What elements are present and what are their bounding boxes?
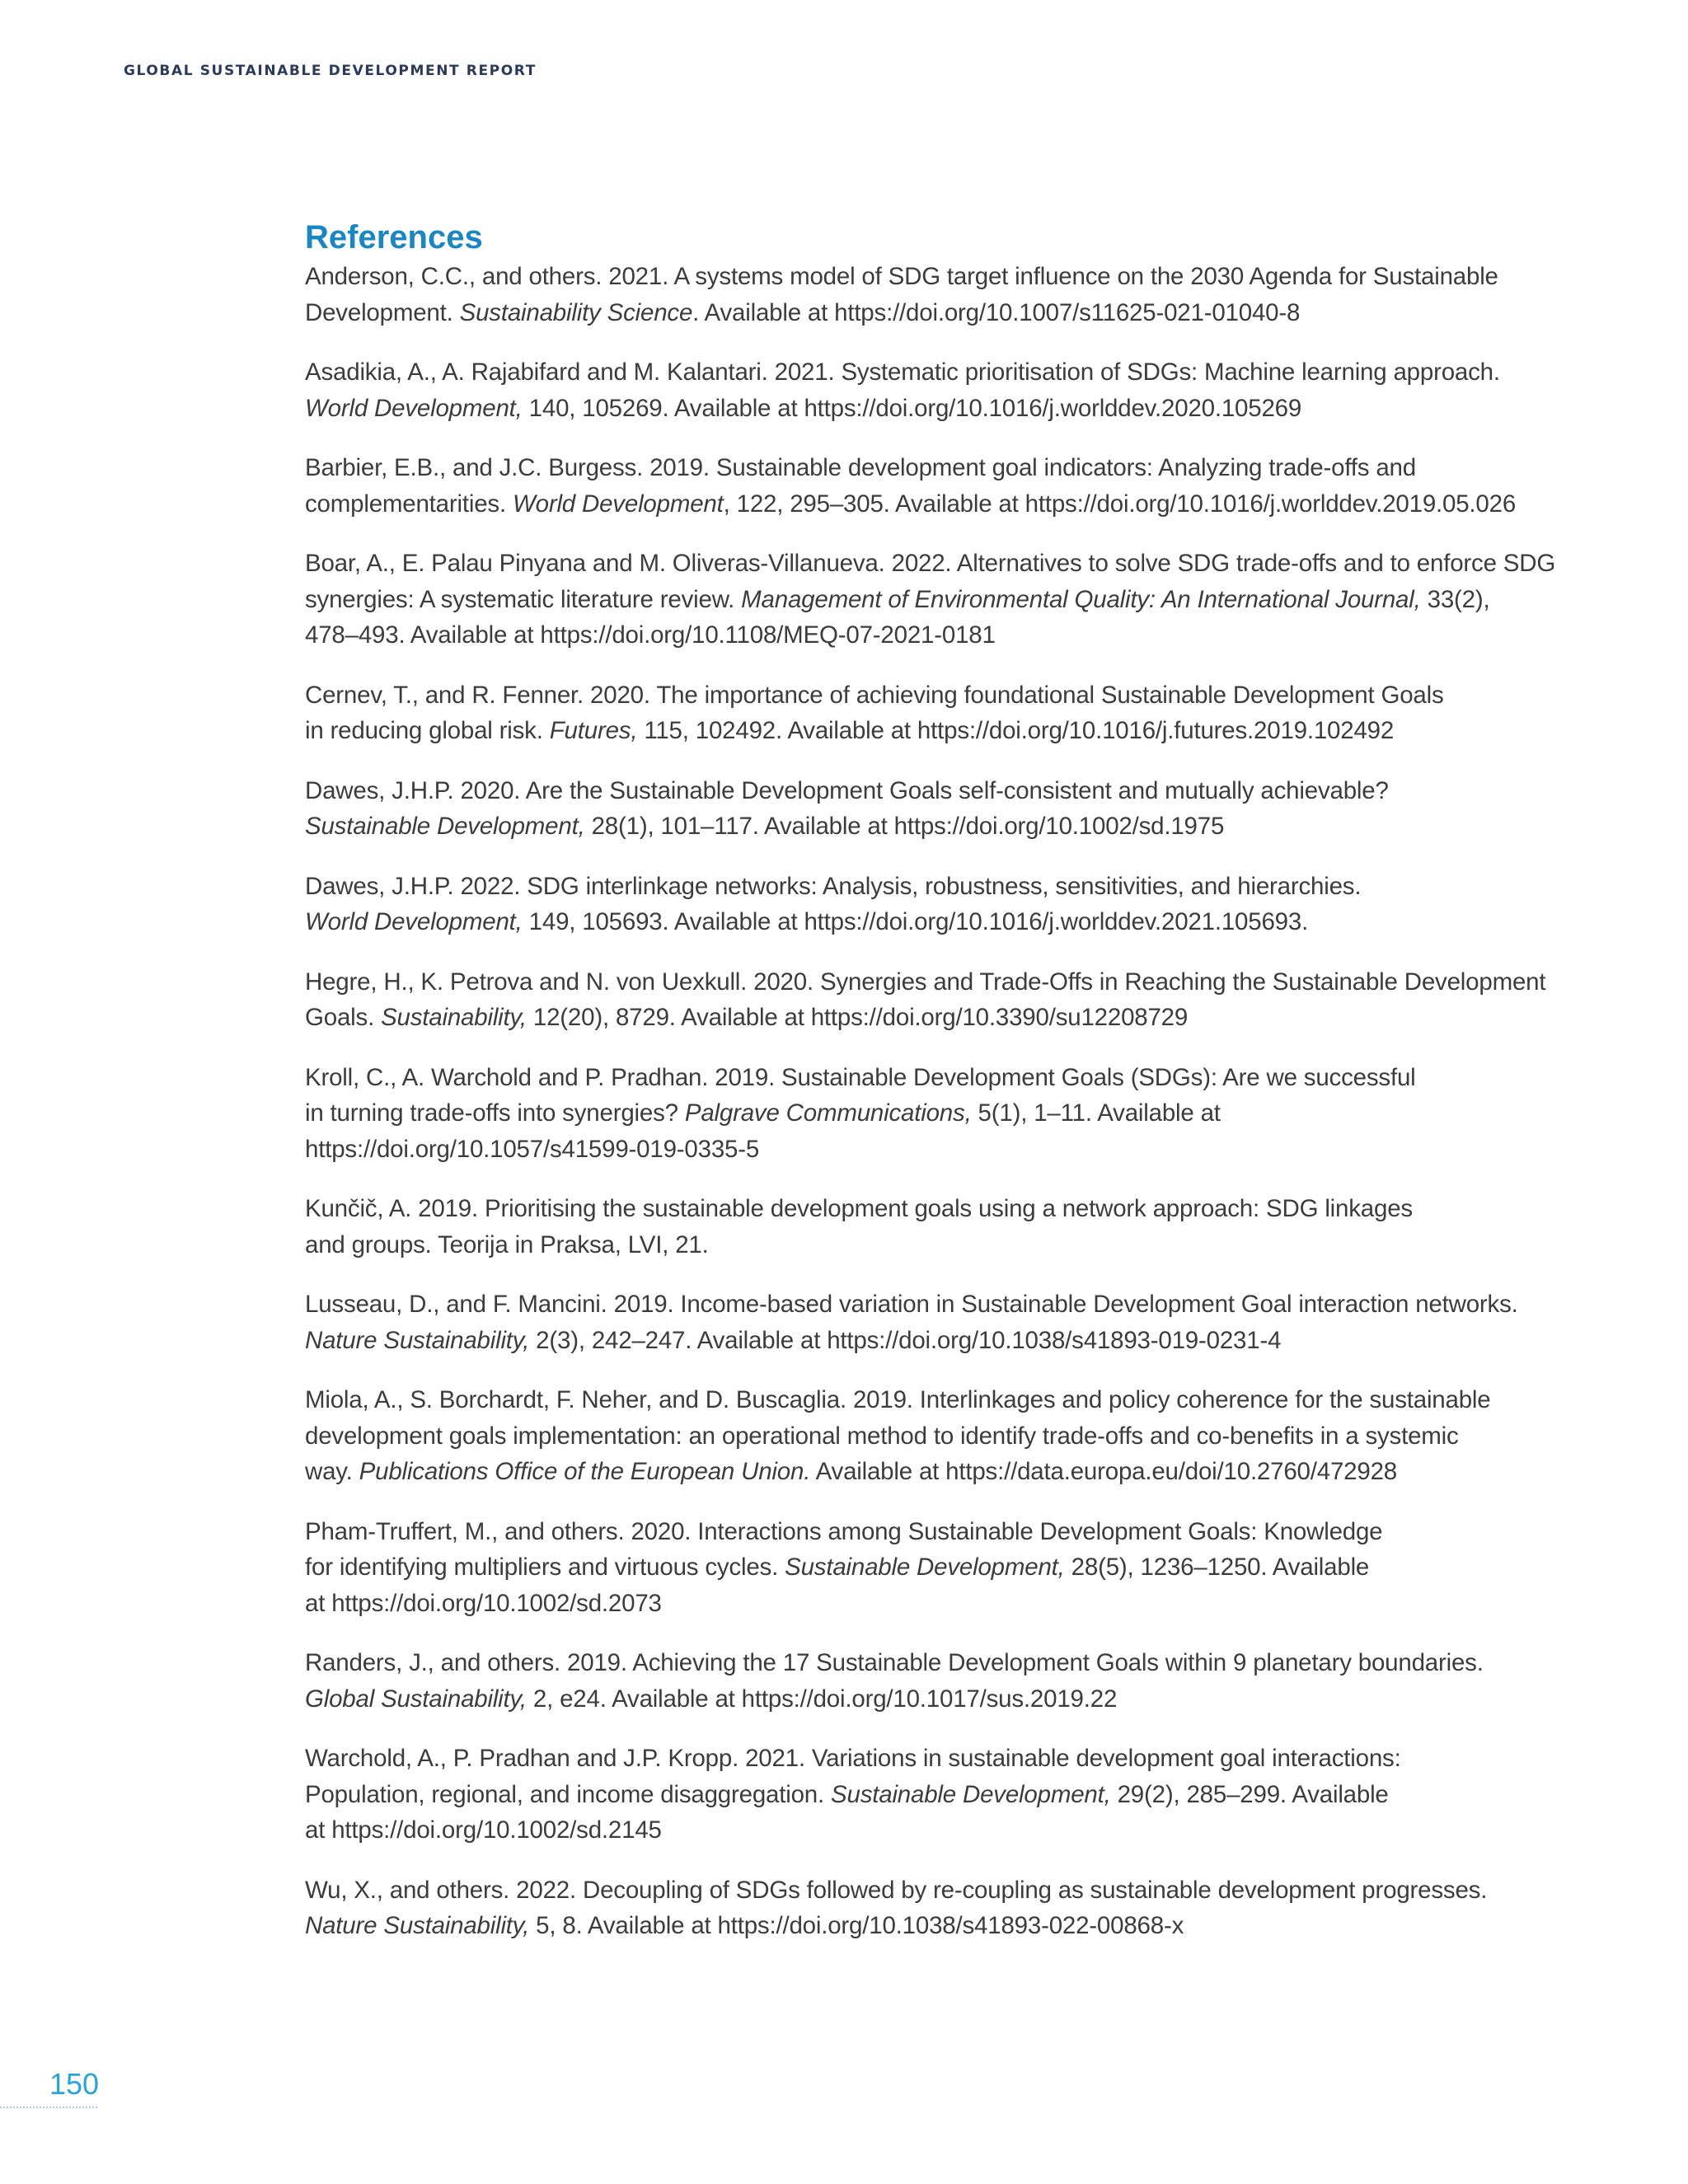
reference-entry: Cernev, T., and R. Fenner. 2020. The importance of achieving foundational Sustainable Development Goals in reducing global risk. Futures, 115, 102492. Available at https://doi.org/10.1016/j.futures.2019.102492 — [305, 681, 1444, 744]
reference-entry: Dawes, J.H.P. 2022. SDG interlinkage networks: Analysis, robustness, sensitivities, and hierarchies. World Development, 149, 105693. Available at https://doi.org/10.1016/j.worlddev.2021.105693. — [305, 872, 1362, 935]
reference-entry: Anderson, C.C., and others. 2021. A systems model of SDG target influence on the 2030 Agenda for Sustainable Development. Sustainability Science. Available at https://doi.org/10.1007/s11625-021-01040-8 — [305, 263, 1498, 326]
references-section — [305, 216, 1556, 1968]
reference-entry: Wu, X., and others. 2022. Decoupling of SDGs followed by re-coupling as sustainable development progresses. Nature Sustainability, 5, 8. Available at https://doi.org/10.1038/s41893-022-00868-x — [305, 1876, 1488, 1939]
reference-entry: Hegre, H., K. Petrova and N. von Uexkull. 2020. Synergies and Trade-Offs in Reaching the Sustainable Development Goals. Sustainability, 12(20), 8729. Available at https://doi.org/10.3390/su12208729 — [305, 968, 1546, 1031]
section-title: References — [305, 219, 483, 255]
reference-entry: Lusseau, D., and F. Mancini. 2019. Income-based variation in Sustainable Development Goal interaction networks. Nature Sustainability, 2(3), 242–247. Available at https://doi.org/10.1038/s41893-019-0231-4 — [305, 1291, 1518, 1354]
reference-entry: Asadikia, A., A. Rajabifard and M. Kalantari. 2021. Systematic prioritisation of SDGs: Machine learning approach. World Development, 140, 105269. Available at https://doi.org/10.1016/j.worlddev.2020.105269 — [305, 359, 1500, 422]
reference-entry: Kunčič, A. 2019. Prioritising the sustainable development goals using a network approach: SDG linkages and groups. Teorija in Praksa, LVI, 21. — [305, 1195, 1413, 1258]
reference-entry: Randers, J., and others. 2019. Achieving the 17 Sustainable Development Goals within 9 planetary boundaries. Global Sustainability, 2, e24. Available at https://doi.org/10.1017/sus.2019.22 — [305, 1649, 1484, 1713]
reference-entry: Warchold, A., P. Pradhan and J.P. Kropp. 2021. Variations in sustainable development goal interactions: Population, regional, and income disaggregation. Sustainable Development, 29(2), 285–299. Available at https://doi.org/10.1002/sd.2145 — [305, 1745, 1401, 1844]
running-header: GLOBAL SUSTAINABLE DEVELOPMENT REPORT — [124, 63, 537, 79]
page-number-rule — [0, 2107, 97, 2108]
reference-entry: Dawes, J.H.P. 2020. Are the Sustainable Development Goals self-consistent and mutually achievable? Sustainable Development, 28(1), 101–117. Available at https://doi.org/10.1002/sd.1975 — [305, 776, 1389, 840]
reference-list — [305, 259, 1556, 1944]
reference-entry: Pham-Truffert, M., and others. 2020. Interactions among Sustainable Development Goals: Knowledge for identifying multipliers and virtuous cycles. Sustainable Development, 28(5), 1236–1250. Available at https://doi.org/10.1002/sd.2073 — [305, 1517, 1383, 1617]
reference-entry: Boar, A., E. Palau Pinyana and M. Oliveras-Villanueva. 2022. Alternatives to solve SDG trade-offs and to enforce SDG synergies: A systematic literature review. Management of Environmental Quality: An International Journal, 33(2), 478–493. Available at https://doi.org/10.1108/MEQ-07-2021-0181 — [305, 550, 1556, 649]
reference-entry: Kroll, C., A. Warchold and P. Pradhan. 2019. Sustainable Development Goals (SDGs): Are we successful in turning trade-offs into synergies? Palgrave Communications, 5(1), 1–11. Available at https://doi.org/10.1057/s41599-019-0335-5 — [305, 1063, 1416, 1163]
reference-entry: Miola, A., S. Borchardt, F. Neher, and D. Buscaglia. 2019. Interlinkages and policy coherence for the sustainable development goals implementation: an operational method to identify trade-offs and co-benefits in a systemic way. Publications Office of the European Union. Available at https://data.europa.eu/doi/10.2760/472928 — [305, 1386, 1491, 1485]
page-number: 150 — [49, 2067, 100, 2101]
reference-entry: Barbier, E.B., and J.C. Burgess. 2019. Sustainable development goal indicators: Analyzing trade-offs and complementarities. World Development, 122, 295–305. Available at https://doi.org/10.1016/j.worlddev.2019.05.026 — [305, 454, 1517, 518]
